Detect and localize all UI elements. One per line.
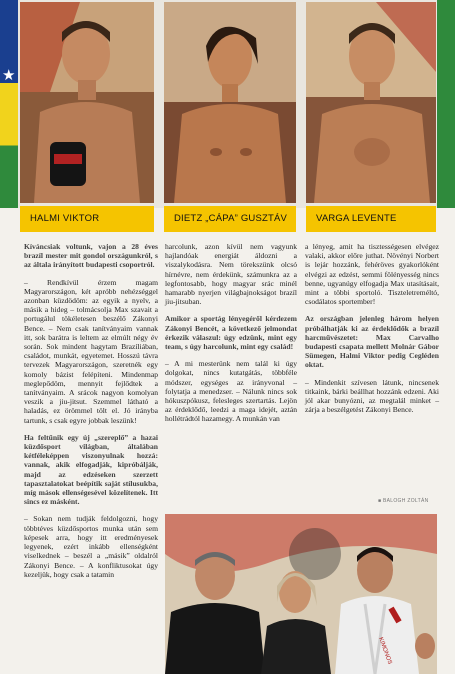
body-paragraph: – Mindenkit szívesen látunk, nincsenek titkaink, bárki beállhat hozzánk edzeni. Aki jól akar bunyózni, az megtalál minket – zárja a beszélgetést Zákonyi Bence. xyxy=(305,377,439,415)
group-photo xyxy=(165,514,437,674)
belt-text: KIMONOS xyxy=(377,636,393,666)
intro-paragraph: Kíváncsiak voltunk, vajon a 28 éves brazíl mester mit gondol országunkról, s az általa irányított budapesti csoportról. xyxy=(24,242,158,270)
article-column-3 xyxy=(305,242,439,422)
quote-paragraph: – Rendkívül érzem magam Magyarországon, két apróbb nehézséggel azonban küzdödöm: az egyik a nyelv, a másik a hideg – tolmácsolja Max szavait a portugálul tökéletesen beszélő Zákonyi Bence. – Nem csak tanítványaim vannak itt, sok barátra is leltem az elmúlt négy év során. Sok mindent hagytam Brazíliában, családot, munkát, egyetemet. Hosszú távra tervezek Magyarországon, szeretnék egy komoly bázist felépíteni. Mindenmap meglepődöm, mennyit fejlődtek a tanítványaim. A srácok nagyon komolyan veszik a jiu-jitsut. Szemmel látható a haladás, ez örömmel tölt el. Jó irányba tartunk, s csak egyre jobbak leszünk! xyxy=(24,277,158,425)
lead-paragraph: Ha feltűnik egy új „szereplő” a hazai küzdősport világban, általában kétféleképpen viszonyulnak hozzá: vannak, akik elfogadják, kipróbálják, majd az edzéseken szerzett tapasztalatokat beépítik saját stílusukba, míg mások ellenségesével közelítenek. Itt sincs ez másként. xyxy=(24,432,158,507)
article-column-1 xyxy=(24,242,158,587)
photo-credit: ■ BALOGH ZOLTÁN xyxy=(378,498,429,504)
body-paragraph: – Sokan nem tudják feldolgozni, hogy többtéves küzdősportos munka után sem képesek arra, hogy itt eredményesek legyenek, ezért inkább ellenségként viselkednek – beszél a „másik” oldalról Zákonyi Bence. – A konfliktusokat úgy kezeljük, hogy csak a tatamin xyxy=(24,514,158,579)
photo-halmi-viktor xyxy=(20,2,154,203)
body-paragraph: harcolunk, azon kívül nem vagyunk hajlandóak energiát áldozni a viszalykodásra. Nem törekszünk olcsó hírnévre, nem érdekünk, számunkra az a legfontosabb, hogy magyar srác minél hamarabb nyerjen világbajnokságot brazíl jiu-jitsuban. xyxy=(165,242,297,307)
caption-dietz-gusztav: DIETZ „CÁPA” GUSZTÁV xyxy=(164,206,296,232)
green-side-bar xyxy=(437,0,455,208)
body-paragraph: – A mi mesterünk nem talál ki úgy dolgokat, nincs kutatgátás, többféle módszer, egységes az irányvonal – folytatja a menedzser. – Nálunk nincs sok hókuszpókusz, felesleges szertartás. Lejön az érdeklődő, leedzi a maga idejét, aztán hollétrádtól hazamegy. A munkán van xyxy=(165,359,297,424)
photo-dietz-gusztav xyxy=(164,2,296,203)
photo-strip xyxy=(0,0,455,208)
caption-halmi-viktor: HALMI VIKTOR xyxy=(20,206,154,232)
star-icon: ★ xyxy=(2,66,16,84)
photo-varga-levente xyxy=(306,2,436,203)
article-column-2 xyxy=(165,242,297,432)
lead-paragraph: Amikor a sportág lényegéről kérdezem Zákonyi Bencét, a következő jelmondat érkezik válaszul: úgy edzünk, mint egy team, s úgy harcolunk, mint egy család! xyxy=(165,314,297,352)
caption-varga-levente: VARGA LEVENTE xyxy=(306,206,436,232)
body-paragraph: a lényeg, amit ha tisztességesen elvégez valaki, akkor előre juthat. Növényi Norbert is lejár hozzánk, fehéröves gyakorlóként elvégzi az edzést, semmi fölényesség nincs benne, ugyanúgy elfogadja Max utasításait, mint a többi sportoló. Tiszteletreméltó, csodálatos sportember! xyxy=(305,242,439,307)
brazil-flag-graphic xyxy=(0,0,18,208)
lead-paragraph: Az országban jelenleg három helyen próbálhatják ki az érdeklődők a brazíl harcművészetet: Max Carvalho budapesti csapata mellett Molnár Gábor Sümegen, Halmi Viktor pedig Cegléden oktat. xyxy=(305,314,439,370)
